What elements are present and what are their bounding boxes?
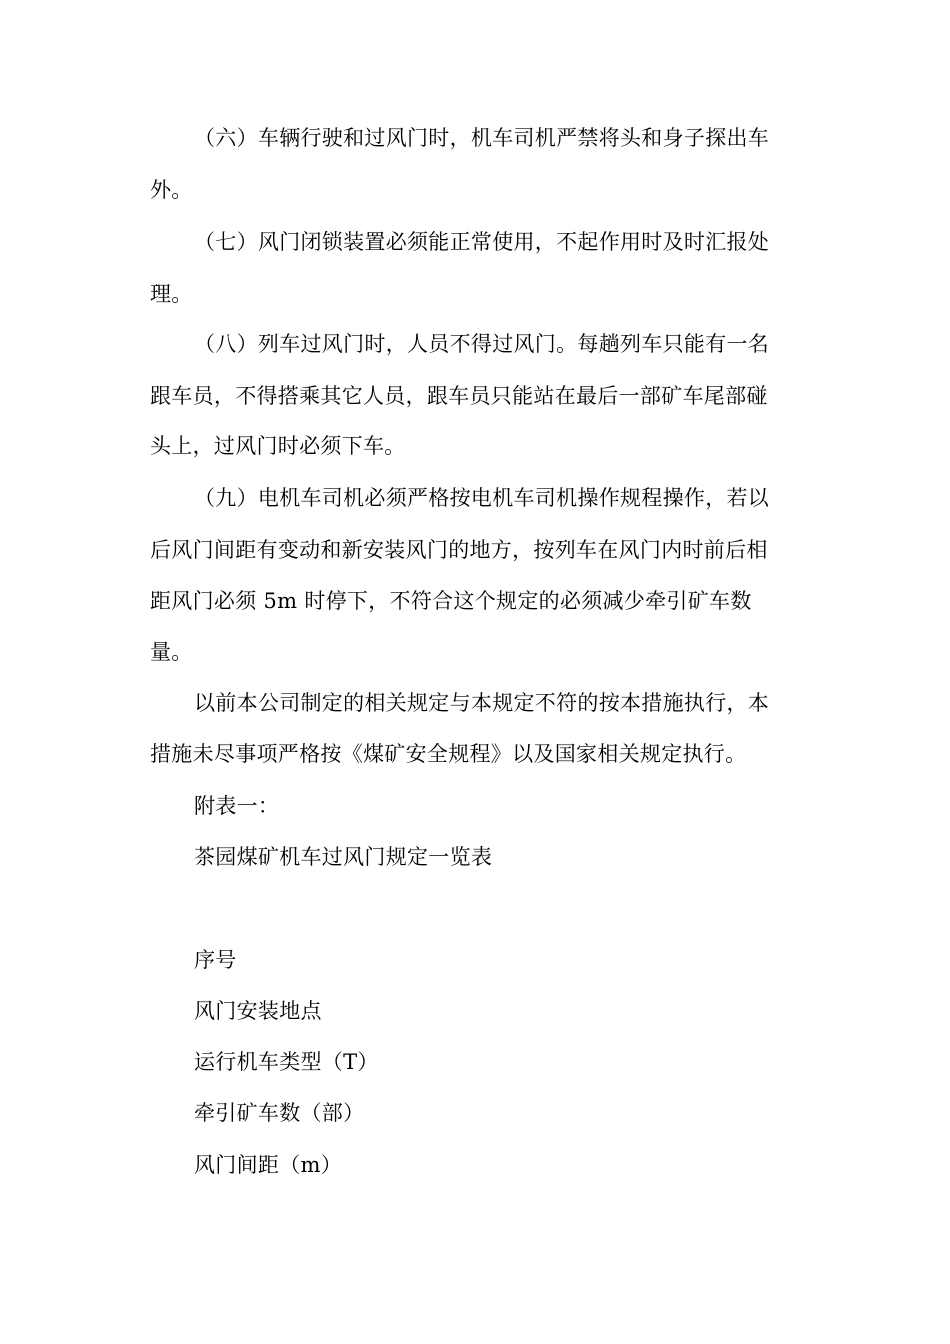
table-title: 茶园煤矿机车过风门规定一览表: [194, 845, 493, 869]
item-8-line-3: 头上，过风门时必须下车。: [150, 434, 406, 458]
item-9-line-1: （九）电机车司机必须严格按电机车司机操作规程操作，若以: [194, 486, 770, 510]
item-7-line-2: 理。: [150, 282, 193, 306]
table-header-index: 序号: [194, 948, 237, 972]
closing-line-1: 以前本公司制定的相关规定与本规定不符的按本措施执行，本: [194, 691, 770, 715]
appendix-label: 附表一：: [194, 794, 280, 818]
table-header-car-count: 牵引矿车数（部）: [194, 1101, 365, 1125]
item-8-line-1: （八）列车过风门时，人员不得过风门。每趟列车只能有一名: [194, 332, 770, 356]
item-9-line-4: 量。: [150, 640, 193, 664]
table-header-location: 风门安装地点: [194, 999, 322, 1023]
item-9-line-3: 距风门必须 5m 时停下，不符合这个规定的必须减少牵引矿车数: [150, 589, 752, 613]
item-8-line-2: 跟车员，不得搭乘其它人员，跟车员只能站在最后一部矿车尾部碰: [150, 384, 768, 408]
closing-line-2: 措施未尽事项严格按《煤矿安全规程》以及国家相关规定执行。: [150, 742, 747, 766]
item-7-line-1: （七）风门闭锁装置必须能正常使用，不起作用时及时汇报处: [194, 230, 770, 254]
item-6-line-2: 外。: [150, 178, 193, 202]
table-header-door-spacing: 风门间距（m）: [194, 1153, 343, 1177]
table-header-locomotive-type: 运行机车类型（T）: [194, 1050, 379, 1074]
item-9-line-2: 后风门间距有变动和新安装风门的地方，按列车在风门内时前后相: [150, 538, 768, 562]
item-6-line-1: （六）车辆行驶和过风门时，机车司机严禁将头和身子探出车: [194, 126, 770, 150]
